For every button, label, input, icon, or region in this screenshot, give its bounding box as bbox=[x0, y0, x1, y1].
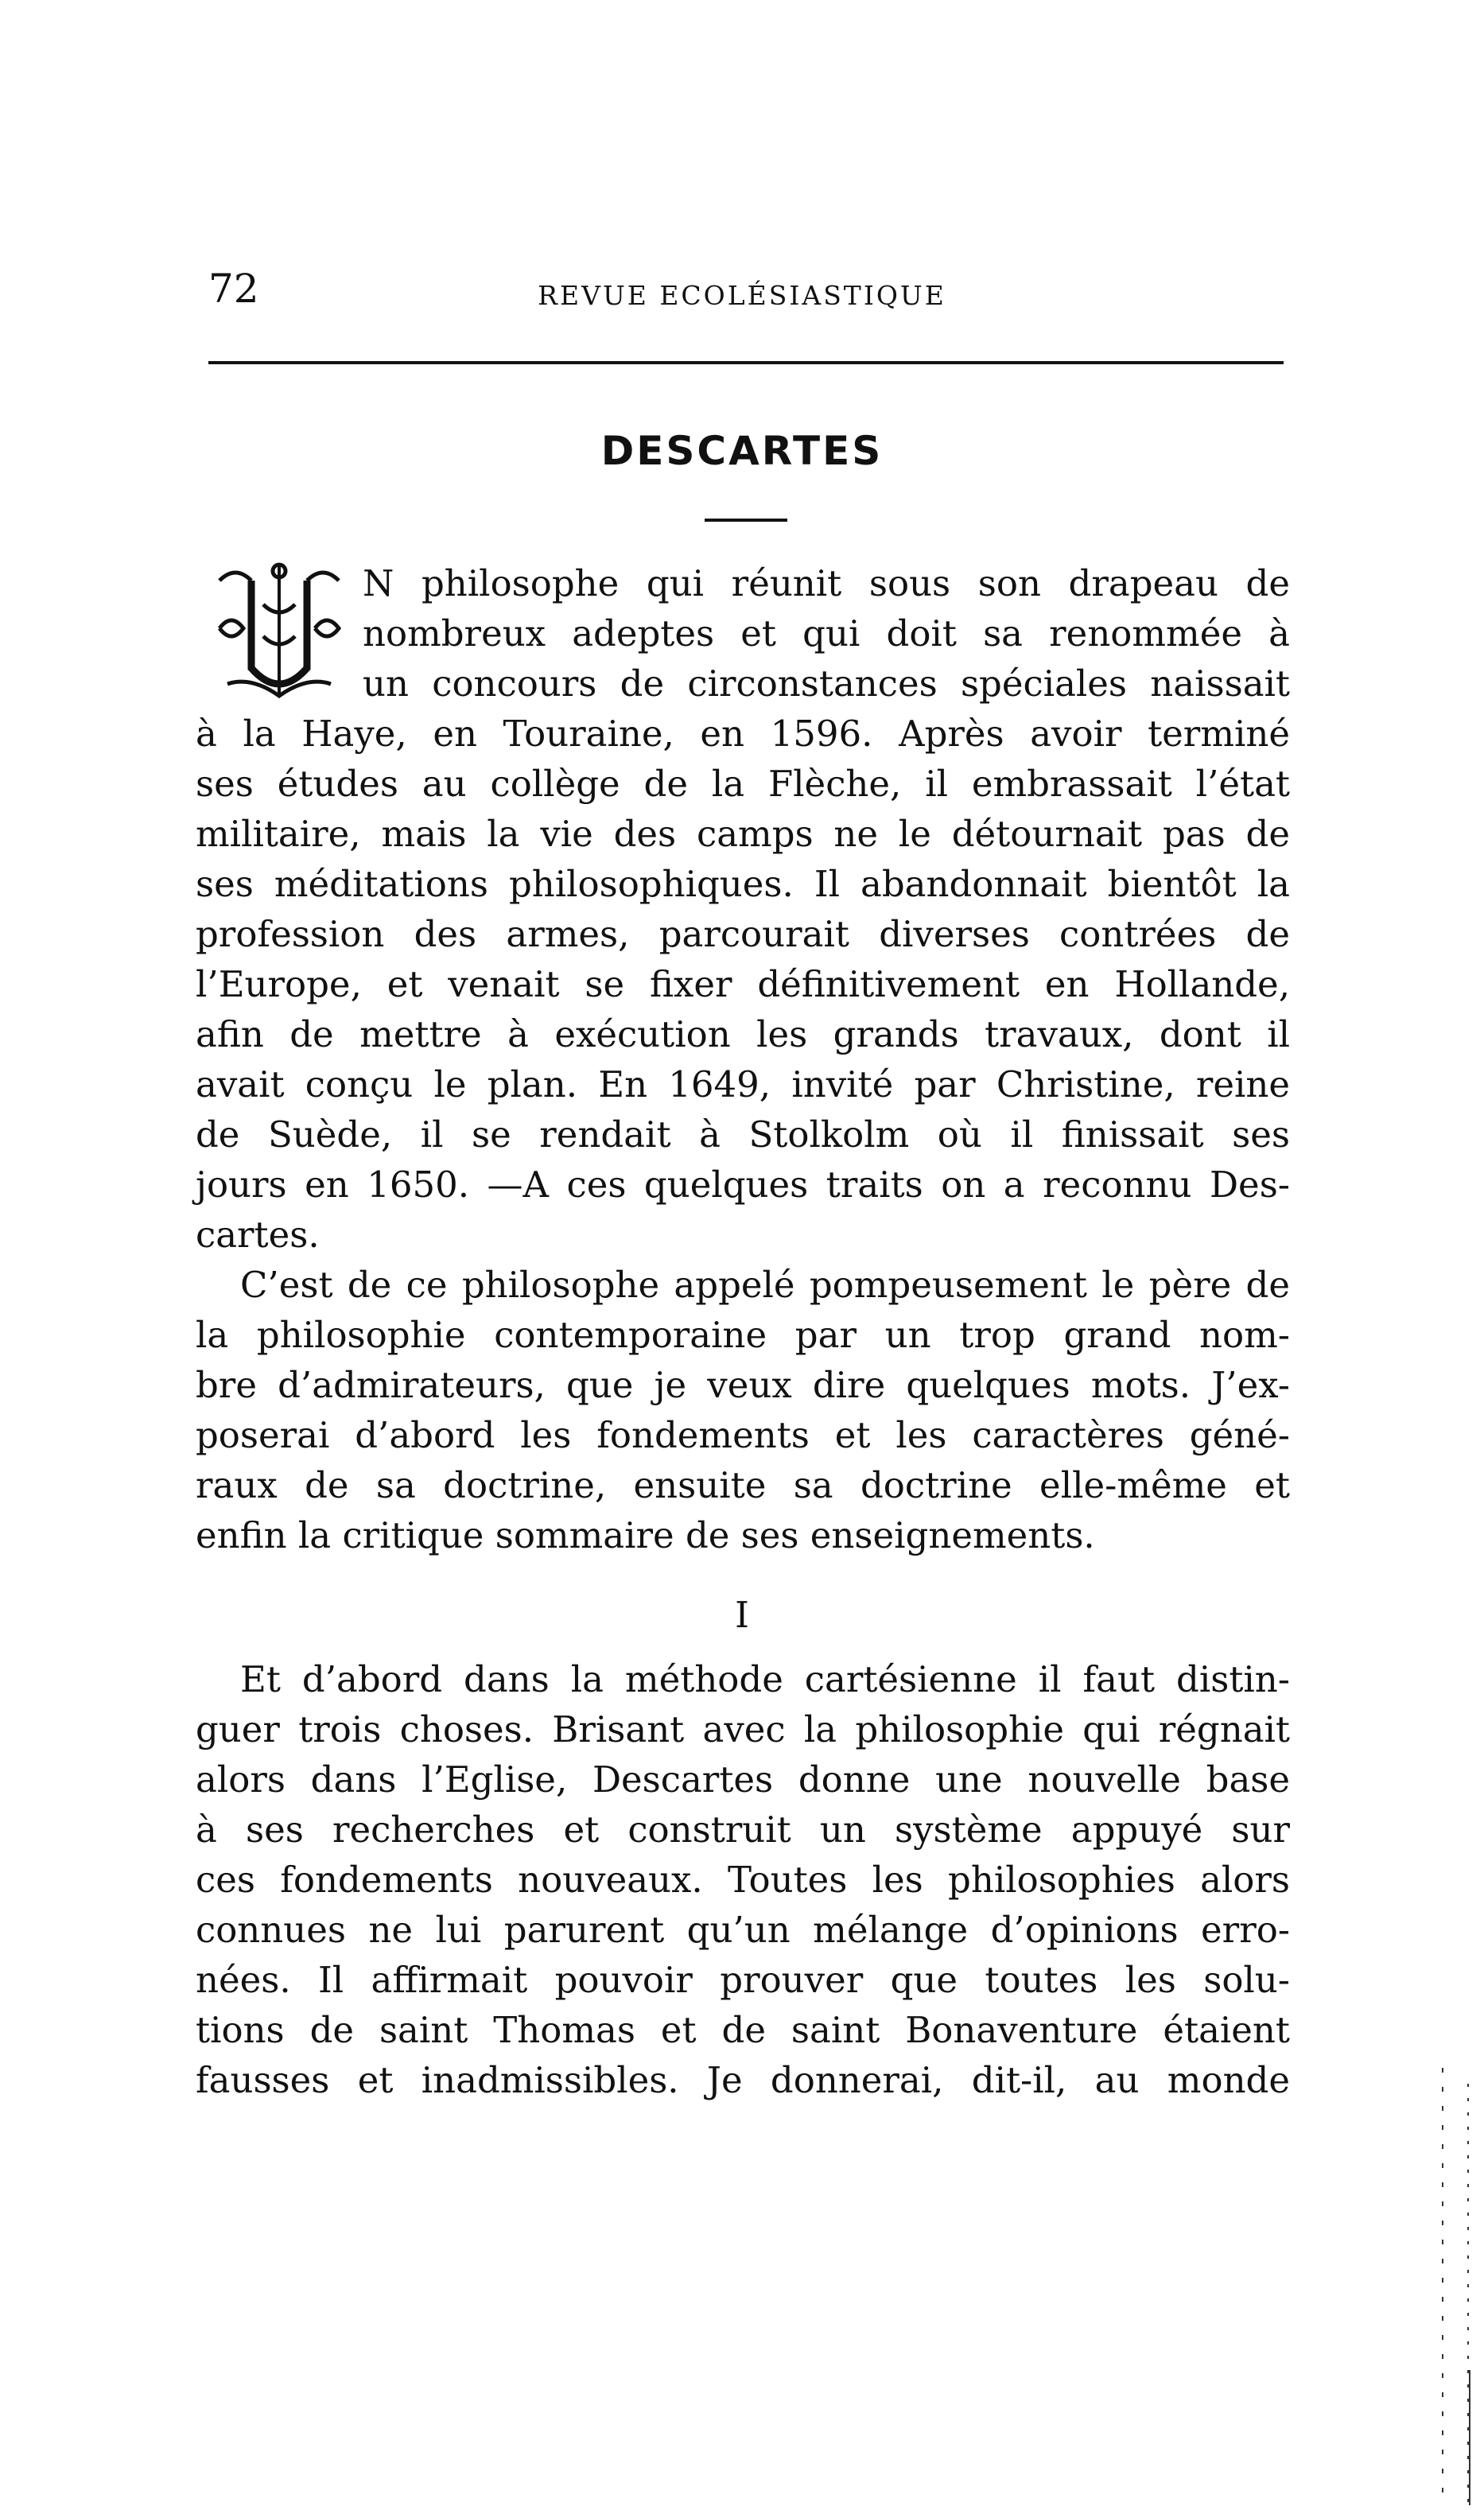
text-line: tions de saint Thomas et de saint Bonaventure étaient bbox=[196, 2009, 1290, 2051]
text-line: enfin la critique sommaire de ses enseignements. bbox=[196, 1514, 1095, 1556]
title-dash bbox=[705, 519, 787, 522]
text-line: raux de sa doctrine, ensuite sa doctrine elle-même et bbox=[196, 1464, 1290, 1506]
text-line: à la Haye, en Touraine, en 1596. Après avoir terminé bbox=[196, 713, 1290, 755]
text-line: alors dans l’Eglise, Descartes donne une nouvelle base bbox=[196, 1758, 1290, 1801]
margin-scan-marks bbox=[1357, 1511, 1484, 2507]
page-number: 72 bbox=[208, 266, 259, 312]
text-line: de Suède, il se rendait à Stolkolm où il finissait ses bbox=[196, 1113, 1290, 1156]
text-line: à ses recherches et construit un système appuyé sur bbox=[196, 1809, 1290, 1851]
text-line: poserai d’abord les fondements et les caractères géné- bbox=[196, 1414, 1290, 1456]
text-line: ses études au collège de la Flèche, il embrassait l’état bbox=[196, 763, 1290, 805]
article-title: DESCARTES bbox=[600, 428, 884, 474]
text-line: C’est de ce philosophe appelé pompeusement le père de bbox=[240, 1264, 1290, 1306]
paragraph-1 bbox=[196, 558, 1290, 1260]
running-title: REVUE ECOLÉSIASTIQUE bbox=[538, 280, 946, 311]
text-line: cartes. bbox=[196, 1214, 320, 1256]
header-rule bbox=[208, 361, 1284, 364]
text-line: afin de mettre à exécution les grands travaux, dont il bbox=[196, 1013, 1290, 1055]
text-line: profession des armes, parcourait diverses contrées de bbox=[196, 913, 1290, 955]
text-line: connues ne lui parurent qu’un mélange d’opinions erro- bbox=[196, 1909, 1290, 1951]
text-line: N philosophe qui réunit sous son drapeau de bbox=[363, 562, 1290, 604]
text-line: ces fondements nouveaux. Toutes les philosophies alors bbox=[196, 1859, 1290, 1901]
text-line: jours en 1650. —A ces quelques traits on a reconnu Des- bbox=[196, 1164, 1290, 1206]
paragraph-2 bbox=[196, 1260, 1290, 1560]
text-line: Et d’abord dans la méthode cartésienne il faut distin- bbox=[240, 1658, 1290, 1700]
text-line: la philosophie contemporaine par un trop grand nom- bbox=[196, 1314, 1290, 1356]
text-line: guer trois choses. Brisant avec la philosophie qui régnait bbox=[196, 1708, 1290, 1750]
text-line: un concours de circonstances spéciales naissait bbox=[363, 662, 1290, 705]
text-line: avait conçu le plan. En 1649, invité par Christine, reine bbox=[196, 1063, 1290, 1105]
text-line: ses méditations philosophiques. Il abandonnait bientôt la bbox=[196, 863, 1290, 905]
text-line: nées. Il affirmait pouvoir prouver que toutes les solu- bbox=[196, 1959, 1290, 2001]
text-line: militaire, mais la vie des camps ne le détournait pas de bbox=[196, 813, 1290, 855]
text-line: bre d’admirateurs, que je veux dire quelques mots. J’ex- bbox=[196, 1364, 1290, 1406]
paragraph-3 bbox=[196, 1654, 1290, 2105]
text-line: l’Europe, et venait se fixer définitivement en Hollande, bbox=[196, 963, 1290, 1005]
text-line: fausses et inadmissibles. Je donnerai, dit-il, au monde bbox=[196, 2059, 1290, 2101]
text-line: nombreux adeptes et qui doit sa renommée à bbox=[363, 612, 1290, 655]
section-numeral: I bbox=[735, 1594, 749, 1636]
